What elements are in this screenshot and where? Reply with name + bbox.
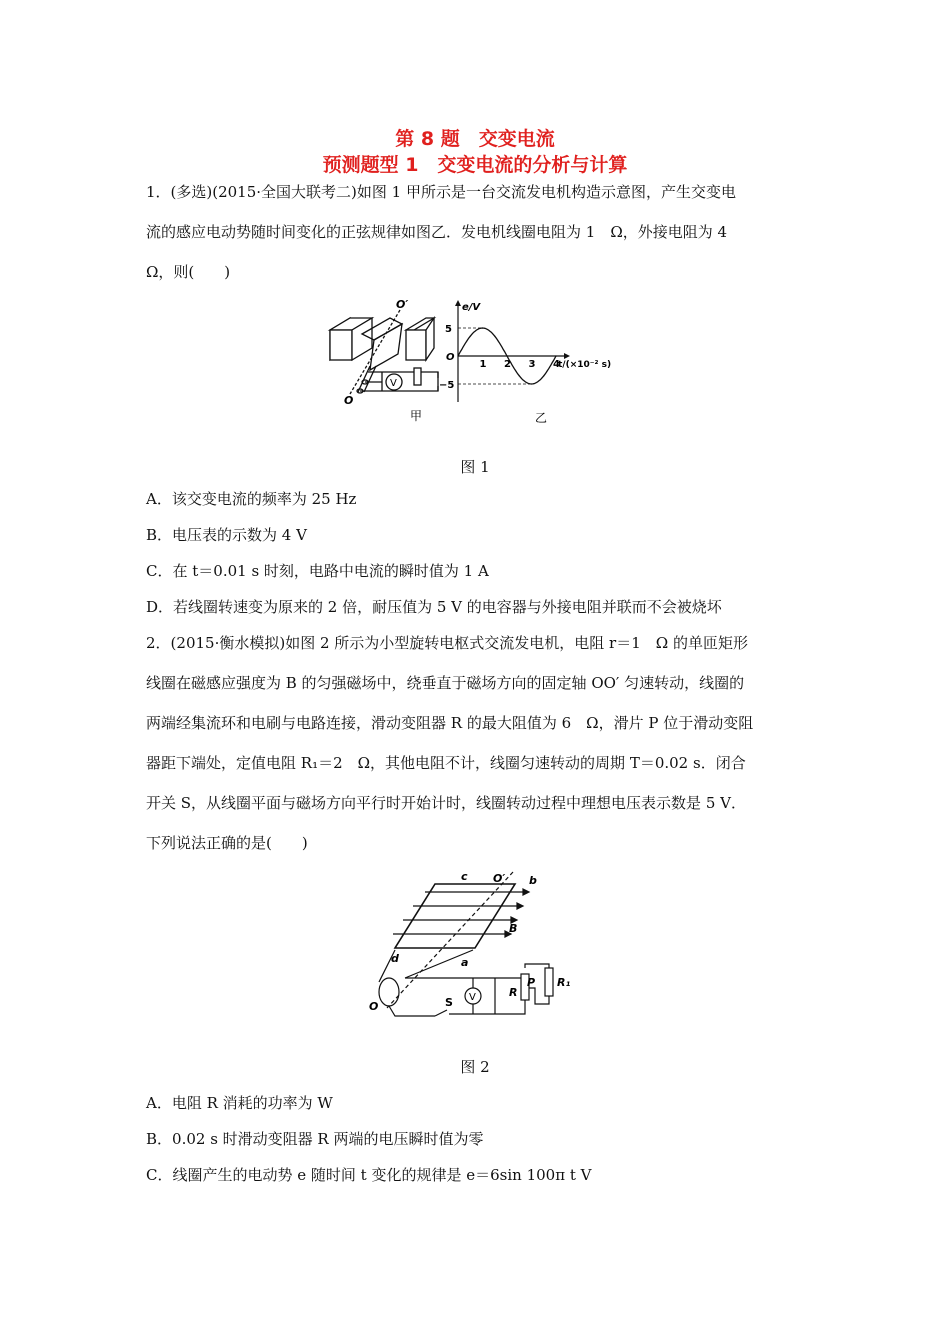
label-o-2: O — [369, 1000, 379, 1013]
chart-origin-label: O — [446, 352, 455, 363]
q2-line-1: 2．(2015·衡水模拟)如图 2 所示为小型旋转电枢式交流发电机，电阻 r＝1 Ω 的单匝矩形 — [146, 634, 748, 652]
q2-line-2: 线圈在磁感应强度为 B 的匀强磁场中，绕垂直于磁场方向的固定轴 OO′ 匀速转动，线圈的 — [146, 674, 745, 692]
q2-line-3: 两端经集流环和电刷与电路连接，滑动变阻器 R 的最大阻值为 6 Ω，滑片 P 位于滑动变阻 — [146, 714, 754, 732]
chart-point — [531, 383, 532, 384]
chart-y-tick-label: 5 — [445, 324, 452, 335]
emf-chart — [439, 300, 611, 402]
chart-y-tick-label: −5 — [439, 380, 455, 391]
chart-y-label: e/V — [462, 302, 481, 313]
q1-line-1: 1．(多选)(2015·全国大联考二)如图 1 甲所示是一台交流发电机构造示意图，产生交变电 — [146, 183, 736, 201]
chart-x-axis-arrow — [564, 353, 570, 359]
q2-line-6: 下列说法正确的是( ) — [146, 834, 308, 852]
label-s: S — [445, 996, 453, 1009]
label-p: P — [527, 976, 536, 989]
label-r1: R₁ — [557, 976, 571, 989]
label-b-field: B — [509, 922, 518, 935]
label-a: a — [461, 956, 469, 969]
section-subtitle: 预测题型 1 交变电流的分析与计算 — [322, 154, 628, 176]
label-o-prime-2: O′ — [493, 872, 506, 885]
chart-point — [555, 355, 556, 356]
chart-x-tick-label: 2 — [504, 359, 511, 370]
section-title: 第 8 题 交变电流 — [395, 128, 555, 150]
chart-point — [506, 355, 507, 356]
chart-x-tick-label: 3 — [528, 359, 536, 370]
voltmeter-label: V — [390, 378, 397, 389]
label-r: R — [509, 986, 518, 999]
label-yi: 乙 — [535, 411, 548, 425]
generator-diagram — [330, 310, 438, 394]
q2-option-b: B．0.02 s 时滑动变阻器 R 两端的电压瞬时值为零 — [146, 1130, 484, 1148]
q1-option-c: C．在 t＝0.01 s 时刻，电路中电流的瞬时值为 1 A — [146, 562, 489, 580]
chart-x-label: t/(×10⁻² s) — [558, 360, 612, 370]
chart-point — [543, 375, 544, 376]
chart-y-axis-arrow — [455, 300, 461, 306]
chart-x-tick-label: 4 — [553, 359, 560, 370]
q2-line-4: 器距下端处，定值电阻 R₁＝2 Ω，其他电阻不计，线圈匀速转动的周期 T＝0.02 s．闭合 — [146, 754, 746, 772]
chart-x-tick-label: 1 — [479, 359, 487, 370]
label-jia: 甲 — [410, 409, 423, 423]
q1-option-d: D．若线圈转速变为原来的 2 倍，耐压值为 5 V 的电容器与外接电阻并联而不会被烧坏 — [146, 598, 722, 616]
label-c: c — [461, 870, 468, 883]
chart-point — [457, 355, 458, 356]
figure-1-caption: 图 1 — [460, 458, 490, 476]
chart-point — [470, 336, 471, 337]
q1-line-2: 流的感应电动势随时间变化的正弦规律如图乙．发电机线圈电阻为 1 Ω，外接电阻为 4 — [146, 223, 728, 241]
label-v-2: V — [469, 992, 476, 1003]
q1-option-b: B．电压表的示数为 4 V — [146, 526, 307, 544]
chart-point — [519, 375, 520, 376]
label-d: d — [391, 952, 399, 965]
q2-line-5: 开关 S，从线圈平面与磁场方向平行时开始计时，线圈转动过程中理想电压表示数是 5 V． — [146, 794, 746, 812]
figure-1 — [320, 296, 640, 431]
q1-line-3: Ω，则( ) — [146, 263, 231, 281]
q2-option-a: A．电阻 R 消耗的功率为 W — [146, 1094, 333, 1112]
figure-2 — [365, 870, 605, 1020]
label-b-corner: b — [529, 874, 537, 887]
q2-option-c: C．线圈产生的电动势 e 随时间 t 变化的规律是 e＝6sin 100π t V — [146, 1166, 592, 1184]
chart-point — [494, 336, 495, 337]
figure-2-caption: 图 2 — [460, 1058, 490, 1076]
q1-option-a: A．该交变电流的频率为 25 Hz — [146, 490, 357, 508]
chart-point — [482, 327, 483, 328]
label-o-prime-1: O′ — [396, 298, 409, 311]
label-o-1: O — [344, 394, 354, 407]
